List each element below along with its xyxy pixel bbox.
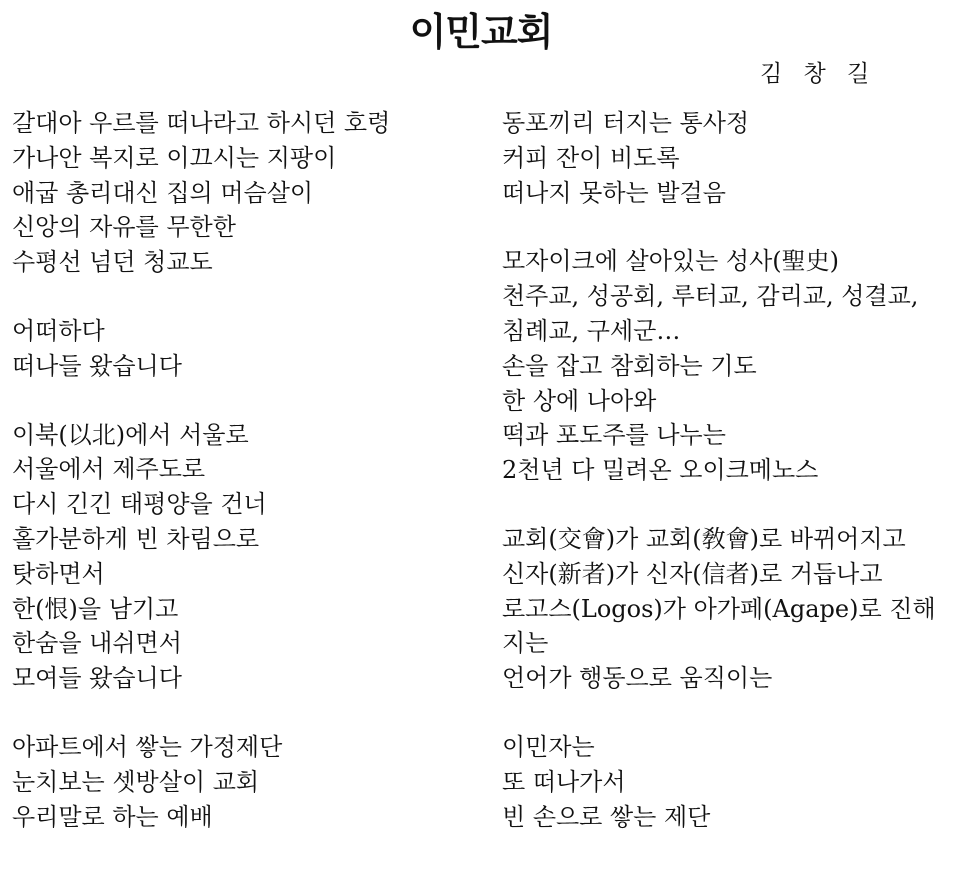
stanza — [12, 314, 482, 384]
poem-line: 손을 잡고 참회하는 기도 — [502, 351, 757, 380]
poem-line: 침례교, 구세군… — [502, 316, 681, 345]
right-column — [502, 106, 958, 868]
stanza — [502, 106, 958, 210]
poem-line: 지는 — [502, 629, 549, 658]
left-column — [12, 106, 482, 868]
poem-line: 어떠하다 — [12, 316, 105, 345]
stanza — [502, 730, 958, 834]
poem-line: 다시 긴긴 태평양을 건너 — [12, 490, 267, 519]
poem-line: 또 떠나가서 — [502, 767, 626, 796]
poem-line: 모자이크에 살아있는 성사(聖史) — [502, 247, 840, 276]
poem-line: 떠나지 못하는 발걸음 — [502, 178, 726, 207]
poem-line: 한(恨)을 남기고 — [12, 594, 179, 623]
poem-line: 신앙의 자유를 무한한 — [12, 213, 236, 242]
poem-line: 탓하면서 — [12, 559, 105, 588]
poem-line: 로고스(Logos)가 아가페(Agape)로 진해 — [502, 594, 936, 623]
poem-line: 언어가 행동으로 움직이는 — [502, 664, 773, 693]
stanza — [502, 244, 958, 488]
poem-line: 수평선 넘던 청교도 — [12, 248, 213, 277]
stanza — [502, 522, 958, 696]
poem-line: 떡과 포도주를 나누는 — [502, 421, 726, 450]
poem-line: 한숨을 내쉬면서 — [12, 629, 182, 658]
poem-title: 이민교회 — [409, 10, 553, 54]
poem-line: 이북(以北)에서 서울로 — [12, 420, 249, 449]
poem-line: 갈대아 우르를 떠나라고 하시던 호령 — [12, 109, 391, 137]
poem-line: 애굽 총리대신 집의 머슴살이 — [12, 178, 314, 207]
poem-line: 동포끼리 터지는 통사정 — [502, 109, 750, 137]
poem-line: 우리말로 하는 예배 — [12, 802, 213, 831]
poem-line: 홀가분하게 빈 차림으로 — [12, 524, 260, 553]
poem-line: 천주교, 성공회, 루터교, 감리교, 성결교, — [502, 282, 919, 311]
poem-line: 신자(新者)가 신자(信者)로 거듭나고 — [502, 559, 883, 588]
poem-line: 떠나들 왔습니다 — [12, 351, 182, 380]
poem-line: 서울에서 제주도로 — [12, 455, 206, 484]
poem-line: 빈 손으로 쌓는 제단 — [502, 802, 711, 831]
stanza — [12, 106, 482, 280]
poem-line: 교회(交會)가 교회(敎會)로 바뀌어지고 — [502, 524, 906, 553]
poem-line: 아파트에서 쌓는 가정제단 — [12, 732, 283, 761]
poem-line: 한 상에 나아와 — [502, 386, 657, 415]
poem-line: 모여들 왔습니다 — [12, 664, 182, 693]
poem-line: 커피 잔이 비도록 — [502, 143, 680, 172]
author-name: 김 창 길 — [760, 61, 874, 87]
stanza — [12, 418, 482, 696]
poem-line: 2천년 다 밀려온 오이크메노스 — [502, 456, 819, 485]
poem-line: 가나안 복지로 이끄시는 지팡이 — [12, 143, 337, 172]
poem-line: 눈치보는 셋방살이 교회 — [12, 767, 260, 796]
stanza — [12, 730, 482, 834]
poem-line: 이민자는 — [502, 732, 595, 761]
